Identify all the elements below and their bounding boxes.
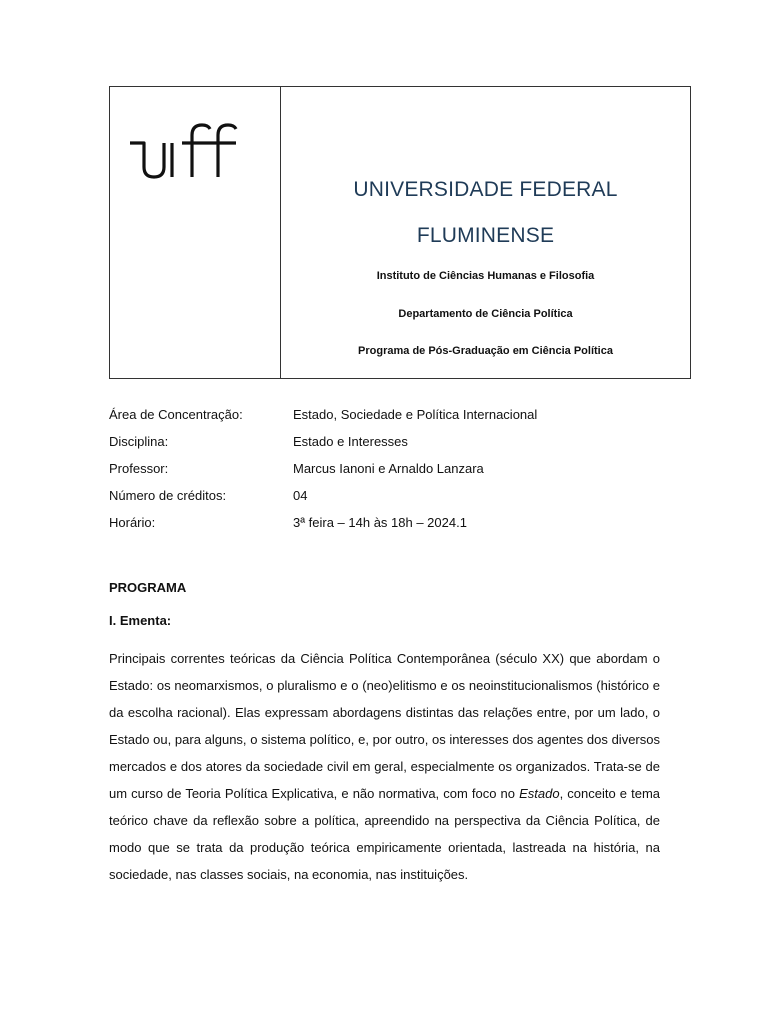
department-name: Departamento de Ciência Política bbox=[398, 308, 573, 320]
title-cell bbox=[281, 87, 690, 378]
institute-name: Instituto de Ciências Humanas e Filosofia bbox=[376, 270, 595, 282]
info-label: Disciplina: bbox=[109, 434, 169, 449]
info-value: 04 bbox=[293, 488, 308, 503]
info-label: Número de créditos: bbox=[109, 488, 227, 503]
info-value: Marcus Ianoni e Arnaldo Lanzara bbox=[293, 461, 484, 476]
info-row-credits bbox=[109, 488, 537, 515]
ementa-heading: I. Ementa: bbox=[109, 613, 172, 628]
info-row-professor bbox=[109, 461, 537, 488]
info-label: Horário: bbox=[109, 515, 156, 530]
info-value: Estado, Sociedade e Política Internacional bbox=[293, 407, 538, 422]
course-info bbox=[109, 407, 537, 542]
info-value: 3ª feira – 14h às 18h – 2024.1 bbox=[293, 515, 467, 530]
info-label: Área de Concentração: bbox=[109, 407, 243, 422]
ementa-text-part2: , conceito e tema teórico chave da reflexão sobre a política, apreendido na perspectiva da Ciência Política, de modo que se trata da produção teórica empiricamente orientada, lastreada na história, na sociedade, nas classes sociais, na economia, nas instituições. bbox=[109, 786, 660, 882]
uff-logo bbox=[130, 121, 238, 185]
header-table bbox=[109, 86, 691, 379]
university-name-line1: UNIVERSIDADE FEDERAL bbox=[353, 178, 618, 201]
info-row-schedule bbox=[109, 515, 537, 542]
university-name-line2: FLUMINENSE bbox=[416, 224, 555, 247]
info-row-area bbox=[109, 407, 537, 434]
programa-heading: PROGRAMA bbox=[109, 580, 187, 595]
program-name: Programa de Pós-Graduação em Ciência Política bbox=[358, 345, 613, 357]
info-value: Estado e Interesses bbox=[293, 434, 408, 449]
ementa-text-part1: Principais correntes teóricas da Ciência Política Contemporânea (século XX) que abordam o Estado: os neomarxismos, o pluralismo e o (neo)elitismo e os neoinstitucionalismos (histórico e da escolha racional). Elas expressam abordagens distintas das relações entre, por um lado, o Estado ou, para alguns, o sistema político, e, por outro, os interesses dos agentes dos diversos mercados e dos atores da sociedade civil em geral, especialmente os organizados. Trata-se de um curso de Teoria Política Explicativa, e não normativa, com foco no bbox=[109, 651, 660, 801]
ementa-paragraph bbox=[109, 645, 660, 888]
info-row-discipline bbox=[109, 434, 537, 461]
ementa-emphasis: Estado bbox=[519, 786, 560, 801]
logo-cell bbox=[110, 87, 281, 378]
info-label: Professor: bbox=[109, 461, 169, 476]
